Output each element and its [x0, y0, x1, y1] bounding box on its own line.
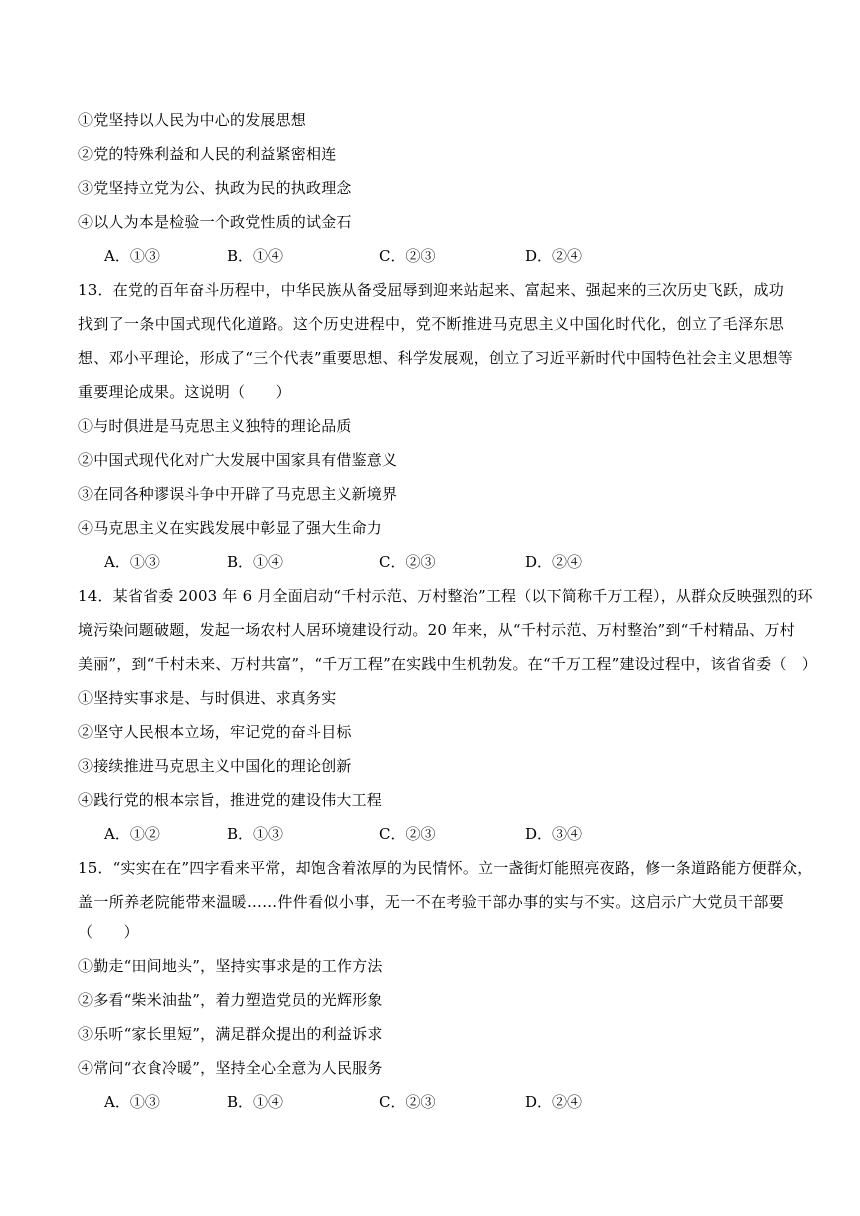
- q13-statement-2: ②中国式现代化对广大发展中国家具有借鉴意义: [78, 451, 398, 469]
- option-b: B．①④: [227, 247, 284, 265]
- q15-stem-line-2: 盖一所养老院能带来温暖……件件看似小事，无一不在考验干部办事的实与不实。这启示广大党员干部要: [78, 893, 784, 911]
- q14-stem-line-2: 境污染问题破题，发起一场农村人居环境建设行动。20 年来，从“千村示范、万村整治”到“千村精品、万村: [78, 621, 795, 639]
- option-d: D．②④: [525, 553, 583, 571]
- intro-statement-3: ③党坚持立党为公、执政为民的执政理念: [78, 179, 352, 197]
- option-d: D．③④: [525, 825, 583, 843]
- option-c: C．②③: [379, 247, 436, 265]
- q13-stem-line-2: 找到了一条中国式现代化道路。这个历史进程中，党不断推进马克思主义中国化时代化，创立了毛泽东思: [78, 315, 784, 333]
- option-d: D．②④: [525, 1093, 583, 1111]
- option-a: A．①②: [104, 825, 160, 843]
- option-b: B．①④: [227, 1093, 284, 1111]
- intro-statement-4: ④以人为本是检验一个政党性质的试金石: [78, 213, 352, 231]
- option-a: A．①③: [104, 1093, 160, 1111]
- option-c: C．②③: [379, 1093, 436, 1111]
- q15-statement-4: ④常问“衣食冷暖”，坚持全心全意为人民服务: [78, 1059, 383, 1077]
- intro-statement-1: ①党坚持以人民为中心的发展思想: [78, 111, 307, 129]
- q15-statement-3: ③乐听“家长里短”，满足群众提出的利益诉求: [78, 1025, 383, 1043]
- q13-statement-4: ④马克思主义在实践发展中彰显了强大生命力: [78, 519, 383, 537]
- q13-stem-line-1: 13．在党的百年奋斗历程中，中华民族从备受屈辱到迎来站起来、富起来、强起来的三次历史飞跃，成功: [78, 281, 784, 299]
- q15-statement-2: ②多看“柴米油盐”，着力塑造党员的光辉形象: [78, 991, 383, 1009]
- intro-statement-2: ②党的特殊利益和人民的利益紧密相连: [78, 145, 337, 163]
- q14-statement-3: ③接续推进马克思主义中国化的理论创新: [78, 757, 352, 775]
- option-b: B．①④: [227, 553, 284, 571]
- q15-statement-1: ①勤走“田间地头”，坚持实事求是的工作方法: [78, 957, 383, 975]
- q13-stem-line-4: 重要理论成果。这说明（ ）: [78, 383, 291, 401]
- option-a: A．①③: [104, 247, 160, 265]
- option-c: C．②③: [379, 825, 436, 843]
- option-b: B．①③: [227, 825, 284, 843]
- option-c: C．②③: [379, 553, 436, 571]
- q15-stem-line-1: 15．“实实在在”四字看来平常，却饱含着浓厚的为民情怀。立一盏街灯能照亮夜路，修一条道路能方便群众，: [78, 859, 813, 877]
- option-a: A．①③: [104, 553, 160, 571]
- q14-statement-2: ②坚守人民根本立场，牢记党的奋斗目标: [78, 723, 352, 741]
- q13-stem-line-3: 想、邓小平理论，形成了“三个代表”重要思想、科学发展观，创立了习近平新时代中国特色社会主义思想等: [78, 349, 793, 367]
- q14-stem-line-1: 14．某省省委 2003 年 6 月全面启动“千村示范、万村整治”工程（以下简称千万工程），从群众反映强烈的环: [78, 587, 813, 605]
- q13-statement-3: ③在同各种谬误斗争中开辟了马克思主义新境界: [78, 485, 398, 503]
- q14-stem-line-3: 美丽”，到“千村未来、万村共富”，“千万工程”在实践中生机勃发。在“千万工程”建设过程中，该省省委（ ）: [78, 655, 818, 673]
- option-d: D．②④: [525, 247, 583, 265]
- q15-stem-line-3: （ ）: [78, 923, 139, 941]
- q13-statement-1: ①与时俱进是马克思主义独特的理论品质: [78, 417, 352, 435]
- q14-statement-1: ①坚持实事求是、与时俱进、求真务实: [78, 689, 337, 707]
- q14-statement-4: ④践行党的根本宗旨，推进党的建设伟大工程: [78, 791, 383, 809]
